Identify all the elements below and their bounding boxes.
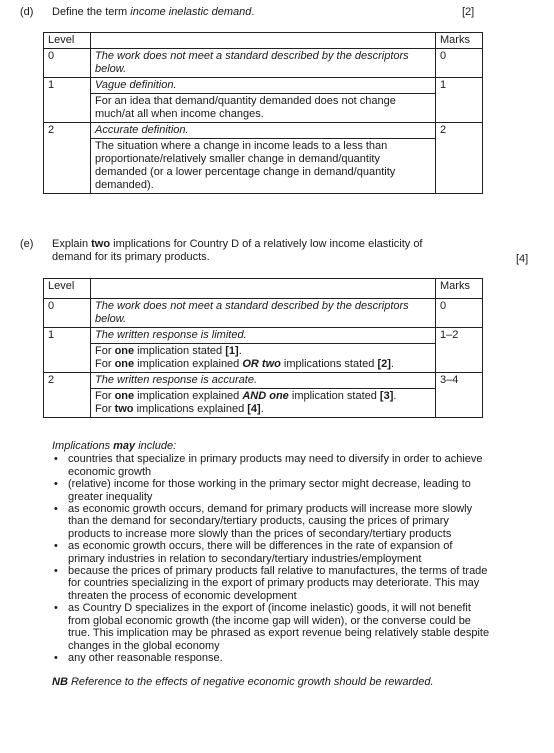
detail-line bbox=[95, 345, 431, 358]
implications-list bbox=[52, 453, 492, 664]
list-item bbox=[52, 540, 492, 565]
descriptor-cell: The work does not meet a standard described by the descriptors below. bbox=[91, 49, 436, 78]
table-row bbox=[44, 299, 483, 328]
question-e-number: (e) bbox=[20, 238, 34, 250]
table-row bbox=[44, 33, 483, 49]
level-cell: 2 bbox=[44, 123, 91, 194]
text-run: implication stated bbox=[288, 390, 380, 402]
marks-cell: 0 bbox=[436, 299, 483, 328]
text-run: For bbox=[95, 358, 115, 370]
mark-scheme-table-e bbox=[43, 278, 483, 418]
text-run: [3] bbox=[379, 390, 394, 402]
list-item bbox=[52, 652, 492, 664]
detail-cell: For an idea that demand/quantity demanded does not change much/at all when income changes. bbox=[91, 94, 436, 123]
question-e-marks: [4] bbox=[516, 253, 529, 265]
list-item-text: as economic growth occurs, demand for primary products will increase more slowly than the demand for secondary/tertiary products, causing the prices of primary products to increase more slowly than the prices of secondary/tertiary products bbox=[68, 503, 473, 540]
text-run: For bbox=[95, 390, 115, 402]
detail-line bbox=[95, 403, 431, 416]
table-row bbox=[44, 49, 483, 78]
marks-cell: 3–4 bbox=[436, 373, 483, 418]
text-run: OR two bbox=[242, 358, 281, 370]
level-cell: 0 bbox=[44, 299, 91, 328]
table-row bbox=[44, 389, 483, 418]
detail-line bbox=[95, 390, 431, 403]
list-item-text: as economic growth occurs, there will be differences in the rate of expansion of primary industries in relation to secondary/tertiary industries/employment bbox=[68, 540, 453, 565]
table-row bbox=[44, 78, 483, 94]
detail-cell bbox=[91, 389, 436, 418]
text-run: may bbox=[113, 440, 136, 452]
table-row bbox=[44, 328, 483, 344]
descriptor-cell: The work does not meet a standard described by the descriptors below. bbox=[91, 299, 436, 328]
bullet-icon: • bbox=[54, 453, 58, 466]
level-cell: 1 bbox=[44, 78, 91, 123]
marks-cell: 1 bbox=[436, 78, 483, 123]
list-item bbox=[52, 503, 492, 540]
text-run: For bbox=[95, 403, 115, 415]
list-item bbox=[52, 453, 492, 478]
marks-cell: 0 bbox=[436, 49, 483, 78]
text-run: implications stated bbox=[280, 358, 378, 370]
header-marks: Marks bbox=[436, 33, 483, 49]
header-descriptor bbox=[91, 33, 436, 49]
level-cell: 1 bbox=[44, 328, 91, 373]
text-run: . bbox=[260, 403, 264, 415]
list-item bbox=[52, 602, 492, 652]
header-level: Level bbox=[44, 33, 91, 49]
question-d-number: (d) bbox=[20, 6, 34, 18]
descriptor-cell: The written response is accurate. bbox=[91, 373, 436, 389]
bullet-icon: • bbox=[54, 478, 58, 491]
text-run: NB bbox=[52, 676, 68, 689]
list-item-text: (relative) income for those working in the primary sector might decrease, leading to greater inequality bbox=[68, 478, 471, 503]
header-marks: Marks bbox=[436, 279, 483, 299]
detail-cell: The situation where a change in income leads to a less than proportionate/relatively smaller change in demand/quantity demanded (or a lower percentage change in demand/quantity demanded). bbox=[91, 139, 436, 194]
table-row bbox=[44, 279, 483, 299]
text-run: one bbox=[114, 358, 135, 370]
text-run: AND one bbox=[242, 390, 289, 402]
text-run: For bbox=[95, 345, 115, 357]
table-row bbox=[44, 123, 483, 139]
bullet-icon: • bbox=[54, 565, 58, 578]
question-e-pre: Explain bbox=[52, 238, 92, 250]
text-run: implication explained bbox=[134, 358, 243, 370]
nb-note bbox=[52, 676, 492, 688]
header-level: Level bbox=[44, 279, 91, 299]
descriptor-cell: Vague definition. bbox=[91, 78, 436, 94]
text-run: one bbox=[114, 390, 135, 402]
text-run: one bbox=[114, 345, 135, 357]
list-item-text: any other reasonable response. bbox=[68, 651, 223, 664]
marks-cell: 2 bbox=[436, 123, 483, 194]
header-descriptor bbox=[91, 279, 436, 299]
question-e-text bbox=[52, 238, 462, 264]
list-item bbox=[52, 478, 492, 503]
question-e-post: implications for Country D of a relatively low income elasticity of demand for its primary products. bbox=[52, 238, 423, 263]
text-run: . bbox=[390, 358, 394, 370]
text-run: implication explained bbox=[134, 390, 243, 402]
text-run: Reference to the effects of negative economic growth should be rewarded. bbox=[67, 676, 434, 689]
bullet-icon: • bbox=[54, 651, 58, 664]
text-run: . bbox=[393, 390, 397, 402]
question-d-marks: [2] bbox=[462, 6, 475, 18]
list-item-text: countries that specialize in primary products may need to diversify in order to achieve economic growth bbox=[68, 453, 483, 478]
bullet-icon: • bbox=[54, 540, 58, 553]
bullet-icon: • bbox=[54, 503, 58, 516]
text-run: two bbox=[114, 403, 134, 415]
text-run: implication stated bbox=[134, 345, 226, 357]
bullet-icon: • bbox=[54, 602, 58, 615]
question-e-bold: two bbox=[91, 238, 111, 250]
detail-cell bbox=[91, 344, 436, 373]
list-item-text: as Country D specializes in the export of (income inelastic) goods, it will not benefit from global economic growth (the income gap will widen), or the converse could be true. This implication may be phrased as export revenue being relatively stable despite changes in the global economy bbox=[68, 602, 490, 652]
mark-scheme-table-d bbox=[43, 32, 483, 194]
implications-heading bbox=[52, 440, 492, 452]
text-run: . bbox=[238, 345, 242, 357]
text-run: [1] bbox=[225, 345, 239, 357]
text-run: Implications bbox=[52, 440, 114, 452]
table-row bbox=[44, 373, 483, 389]
text-run: [2] bbox=[377, 358, 391, 370]
text-run: include: bbox=[135, 440, 177, 452]
table-row bbox=[44, 344, 483, 373]
table-row bbox=[44, 94, 483, 123]
table-row bbox=[44, 139, 483, 194]
level-cell: 0 bbox=[44, 49, 91, 78]
detail-line bbox=[95, 358, 431, 371]
list-item-text: because the prices of primary products fall relative to manufactures, the terms of trade for countries specializing in the export of primary products may deteriorate. This may threaten the process of economic development bbox=[68, 565, 488, 602]
question-d-pre: Define the term bbox=[52, 6, 131, 18]
implications-block bbox=[52, 440, 492, 689]
descriptor-cell: Accurate definition. bbox=[91, 123, 436, 139]
question-d-term: income inelastic demand bbox=[130, 6, 252, 18]
level-cell: 2 bbox=[44, 373, 91, 418]
question-d-text bbox=[52, 6, 254, 18]
question-d-post: . bbox=[251, 6, 255, 18]
descriptor-cell: The written response is limited. bbox=[91, 328, 436, 344]
text-run: implications explained bbox=[133, 403, 248, 415]
list-item bbox=[52, 565, 492, 602]
marks-cell: 1–2 bbox=[436, 328, 483, 373]
text-run: [4] bbox=[247, 403, 261, 415]
